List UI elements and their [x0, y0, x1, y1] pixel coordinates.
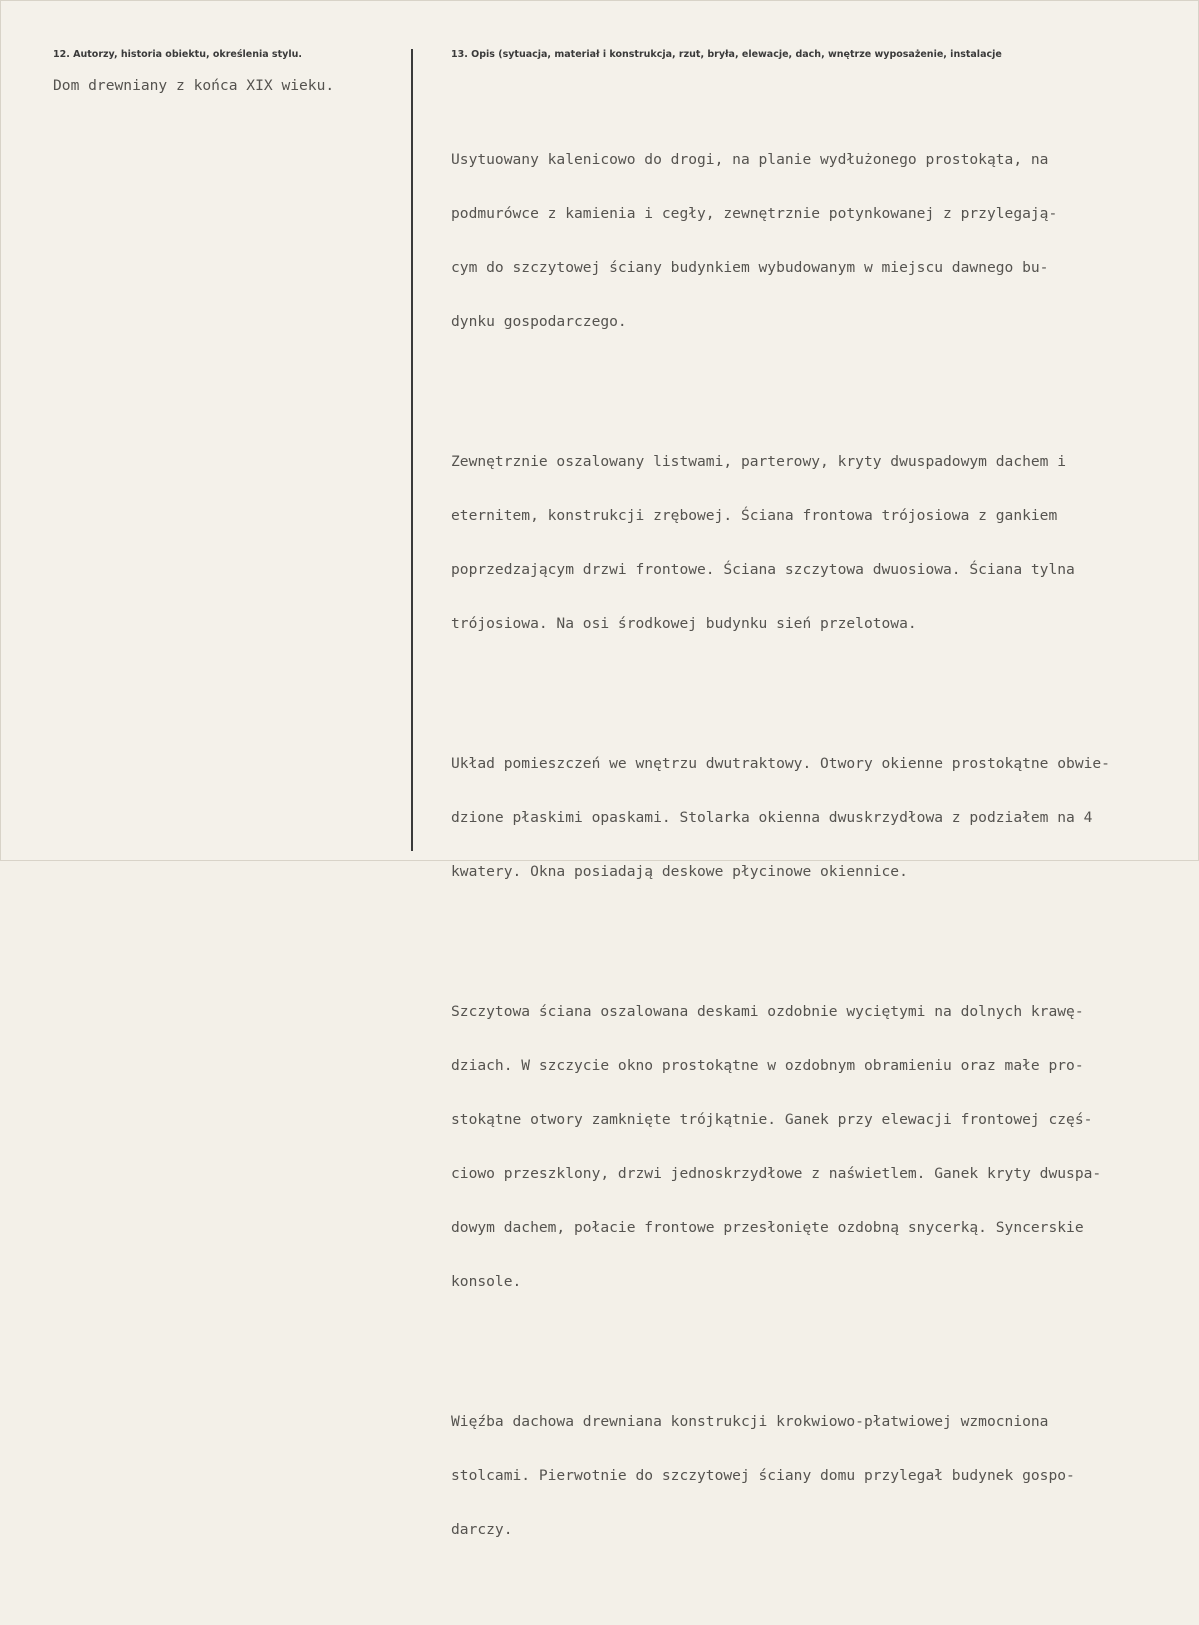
text-line: cym do szczytowej ściany budynkiem wybudowanym w miejscu dawnego bu- [451, 259, 1049, 276]
text-line: trójosiowa. Na osi środkowej budynku sień przelotowa. [451, 615, 917, 632]
text-line: dzione płaskimi opaskami. Stolarka okienna dwuskrzydłowa z podziałem na 4 [451, 809, 1093, 826]
text-line: eternitem, konstrukcji zrębowej. Ściana frontowa trójosiowa z gankiem [451, 507, 1058, 524]
text-line: dziach. W szczycie okno prostokątne w ozdobnym obramieniu oraz małe pro- [451, 1057, 1084, 1074]
text-line: poprzedzającym drzwi frontowe. Ściana szczytowa dwuosiowa. Ściana tylna [451, 561, 1075, 578]
section-12-heading: 12. Autorzy, historia obiektu, określenia stylu. [53, 49, 302, 60]
text-line: konsole. [451, 1273, 522, 1290]
text-line: ciowo przeszklony, drzwi jednoskrzydłowe z naświetlem. Ganek kryty dwuspa- [451, 1165, 1102, 1182]
text-line: dynku gospodarczego. [451, 313, 627, 330]
section-13-heading: 13. Opis (sytuacja, materiał i konstrukcja, rzut, bryła, elewacje, dach, wnętrze wyposażenie, instalacje [451, 49, 1002, 60]
text-line: Usytuowany kalenicowo do drogi, na planie wydłużonego prostokąta, na [451, 151, 1049, 168]
column-divider [411, 49, 413, 851]
description-paragraph-5 [451, 1377, 1110, 1575]
text-line: Układ pomieszczeń we wnętrzu dwutraktowy. Otwory okienne prostokątne obwie- [451, 755, 1110, 772]
section-12-text: Dom drewniany z końca XIX wieku. [53, 77, 335, 94]
text-line: stolcami. Pierwotnie do szczytowej ściany domu przylegał budynek gospo- [451, 1467, 1075, 1484]
text-line: Szczytowa ściana oszalowana deskami ozdobnie wyciętymi na dolnych krawę- [451, 1003, 1084, 1020]
description-paragraph-3 [451, 719, 1110, 917]
description-paragraph-4 [451, 967, 1110, 1327]
text-line: Zewnętrznie oszalowany listwami, parterowy, kryty dwuspadowym dachem i [451, 453, 1067, 470]
text-line: podmurówce z kamienia i cegły, zewnętrznie potynkowanej z przylegają- [451, 205, 1058, 222]
section-13-body [451, 79, 1110, 1625]
text-line: stokątne otwory zamknięte trójkątnie. Ganek przy elewacji frontowej częś- [451, 1111, 1093, 1128]
text-line: darczy. [451, 1521, 513, 1538]
description-paragraph-1 [451, 115, 1110, 367]
description-paragraph-2 [451, 417, 1110, 669]
text-line: dowym dachem, połacie frontowe przesłonięte ozdobną snycerką. Syncerskie [451, 1219, 1084, 1236]
text-line: Więźba dachowa drewniana konstrukcji krokwiowo-płatwiowej wzmocniona [451, 1413, 1049, 1430]
text-line: kwatery. Okna posiadają deskowe płycinowe okiennice. [451, 863, 908, 880]
